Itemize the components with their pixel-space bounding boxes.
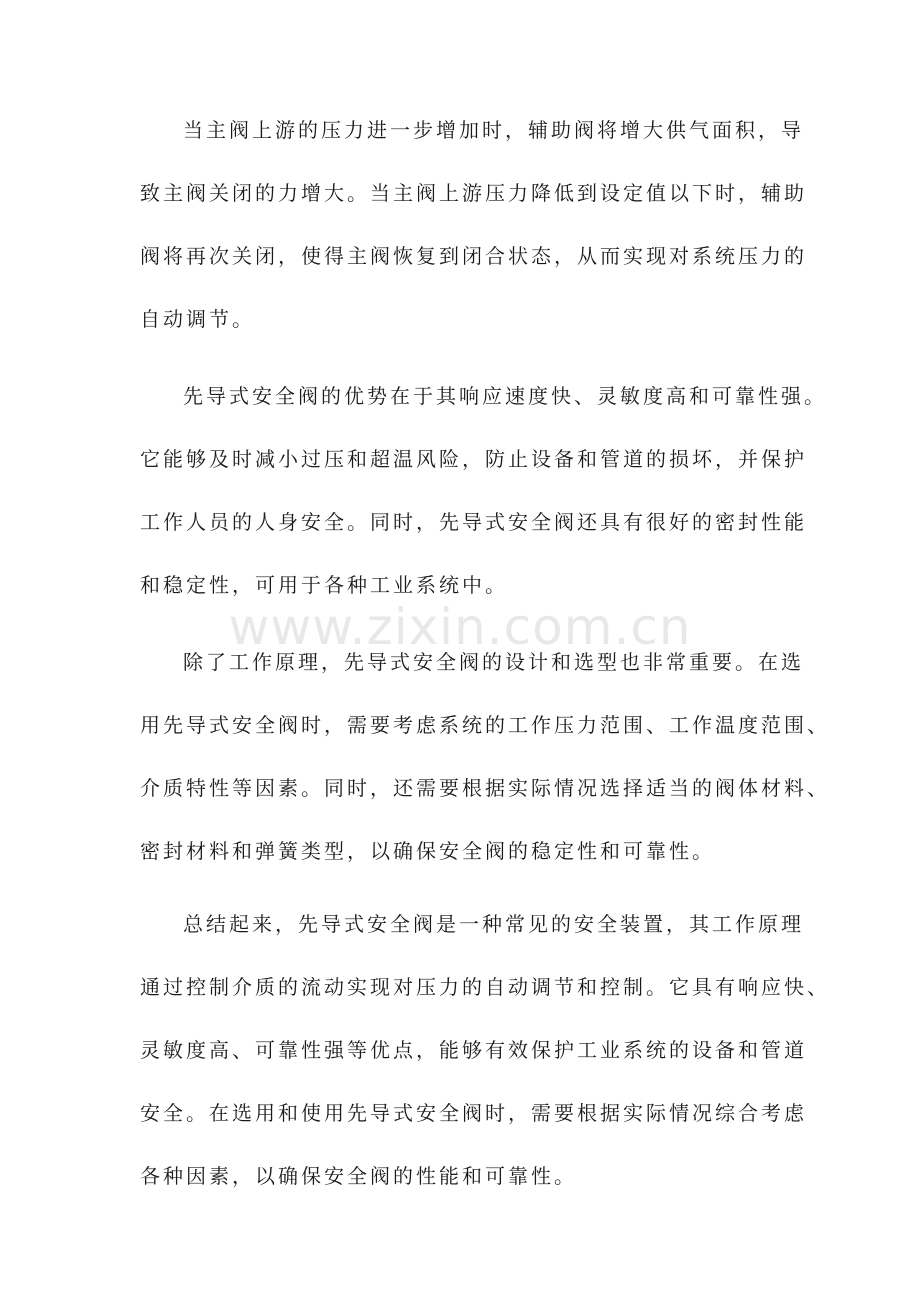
paragraph-1-line-4: 自动调节。 (140, 307, 255, 331)
paragraph-4-line-1: 总结起来，先导式安全阀是一种常见的安全装置，其工作原理 (183, 912, 804, 936)
paragraph-2-line-4: 和稳定性，可用于各种工业系统中。 (140, 573, 508, 597)
paragraph-4-line-2: 通过控制介质的流动实现对压力的自动调节和控制。它具有响应快、 (140, 975, 830, 999)
paragraph-2-line-3: 工作人员的人身安全。同时，先导式安全阀还具有很好的密封性能 (140, 510, 807, 534)
paragraph-4-line-3: 灵敏度高、可靠性强等优点，能够有效保护工业系统的设备和管道 (140, 1038, 807, 1062)
paragraph-2-line-1: 先导式安全阀的优势在于其响应速度快、灵敏度高和可靠性强。 (183, 384, 827, 408)
paragraph-1-line-3: 阀将再次关闭，使得主阀恢复到闭合状态，从而实现对系统压力的 (140, 244, 807, 268)
paragraph-3-line-1: 除了工作原理，先导式安全阀的设计和选型也非常重要。在选 (183, 650, 804, 674)
paragraph-3-line-3: 介质特性等因素。同时，还需要根据实际情况选择适当的阀体材料、 (140, 776, 830, 800)
paragraph-1-line-2: 致主阀关闭的力增大。当主阀上游压力降低到设定值以下时，辅助 (140, 181, 807, 205)
paragraph-4-line-4: 安全。在选用和使用先导式安全阀时，需要根据实际情况综合考虑 (140, 1101, 807, 1125)
paragraph-3-line-4: 密封材料和弹簧类型，以确保安全阀的稳定性和可靠性。 (140, 839, 715, 863)
paragraph-1-line-1: 当主阀上游的压力进一步增加时，辅助阀将增大供气面积，导 (183, 118, 804, 142)
paragraph-2-line-2: 它能够及时减小过压和超温风险，防止设备和管道的损坏，并保护 (140, 447, 807, 471)
paragraph-3-line-2: 用先导式安全阀时，需要考虑系统的工作压力范围、工作温度范围、 (140, 713, 830, 737)
paragraph-4-line-5: 各种因素，以确保安全阀的性能和可靠性。 (140, 1164, 577, 1188)
watermark: www.zixin.com.cn (228, 598, 692, 656)
